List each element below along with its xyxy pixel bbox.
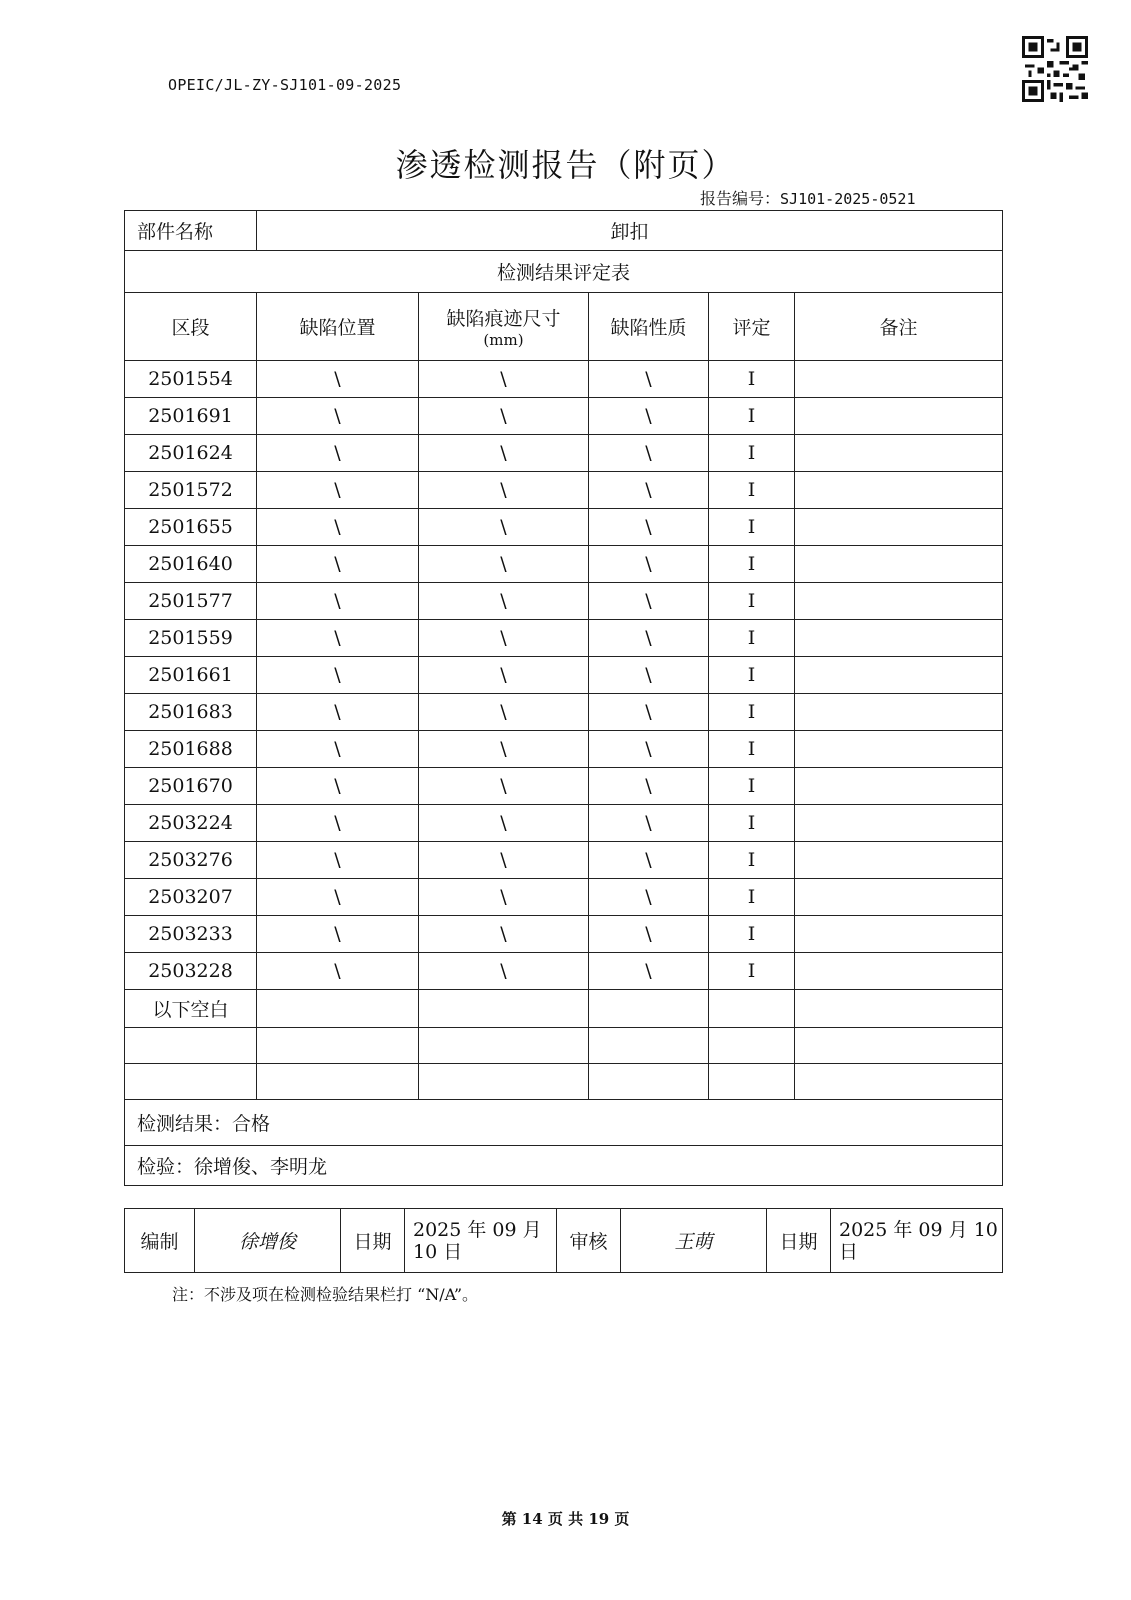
cell-rating: I: [709, 583, 795, 620]
cell-remark: [795, 435, 1003, 472]
cell-position: \: [257, 657, 419, 694]
cell-nature: \: [589, 398, 709, 435]
cell-position: \: [257, 620, 419, 657]
table-row: [125, 768, 1003, 805]
cell-segment: 2501661: [125, 657, 257, 694]
table-title-row: [125, 251, 1003, 293]
cell-rating: I: [709, 398, 795, 435]
table-row: [125, 361, 1003, 398]
cell-segment: 2501688: [125, 731, 257, 768]
table-row: [125, 879, 1003, 916]
cell-size: \: [419, 805, 589, 842]
cell-rating: I: [709, 546, 795, 583]
cell-size: \: [419, 916, 589, 953]
cell-size: \: [419, 768, 589, 805]
cell-rating: I: [709, 731, 795, 768]
cell-rating: I: [709, 916, 795, 953]
cell-remark: [795, 694, 1003, 731]
table-row: [125, 731, 1003, 768]
cell-segment: 2501572: [125, 472, 257, 509]
blank-row: [125, 990, 1003, 1028]
cell-nature: \: [589, 361, 709, 398]
table-row: [125, 805, 1003, 842]
cell-position: \: [257, 435, 419, 472]
cell-size: \: [419, 546, 589, 583]
table-row: [125, 398, 1003, 435]
cell-size: \: [419, 694, 589, 731]
cell-segment: 2501670: [125, 768, 257, 805]
cell-position: \: [257, 879, 419, 916]
date-value-prepared: 2025 年 09 月 10 日: [405, 1209, 557, 1273]
review-label: 审核: [557, 1209, 621, 1273]
cell-rating: I: [709, 509, 795, 546]
table-row: [125, 583, 1003, 620]
cell-size: \: [419, 879, 589, 916]
cell-nature: \: [589, 768, 709, 805]
cell-size: \: [419, 731, 589, 768]
footnote: 注：不涉及项在检测检验结果栏打 “N/A”。: [172, 1285, 479, 1304]
cell-size: \: [419, 398, 589, 435]
cell-position: \: [257, 398, 419, 435]
cell-nature: \: [589, 546, 709, 583]
cell-rating: I: [709, 768, 795, 805]
cell-nature: \: [589, 842, 709, 879]
cell-remark: [795, 953, 1003, 990]
table-row: [125, 657, 1003, 694]
cell-segment: 2503233: [125, 916, 257, 953]
table-row: [125, 916, 1003, 953]
cell-rating: I: [709, 953, 795, 990]
cell-nature: \: [589, 805, 709, 842]
cell-rating: I: [709, 435, 795, 472]
table-row: [125, 435, 1003, 472]
result-rows: [125, 361, 1003, 990]
col-remark: 备注: [795, 293, 1003, 361]
result-line-row: [125, 1100, 1003, 1146]
col-size: [419, 293, 589, 361]
cell-size: \: [419, 953, 589, 990]
table-row: [125, 472, 1003, 509]
cell-size: \: [419, 842, 589, 879]
cell-size: \: [419, 509, 589, 546]
cell-position: \: [257, 916, 419, 953]
cell-rating: I: [709, 805, 795, 842]
cell-nature: \: [589, 472, 709, 509]
prepared-signature: 徐增俊: [195, 1209, 341, 1273]
cell-nature: \: [589, 435, 709, 472]
cell-remark: [795, 731, 1003, 768]
cell-segment: 2503228: [125, 953, 257, 990]
cell-position: \: [257, 842, 419, 879]
report-number-label: 报告编号：: [700, 189, 781, 208]
cell-segment: 2501554: [125, 361, 257, 398]
cell-position: \: [257, 768, 419, 805]
qr-code-icon: [1022, 36, 1088, 102]
cell-nature: \: [589, 916, 709, 953]
cell-rating: I: [709, 879, 795, 916]
table-row: [125, 694, 1003, 731]
cell-position: \: [257, 694, 419, 731]
col-size-label: 缺陷痕迹尺寸: [446, 308, 561, 330]
cell-remark: [795, 657, 1003, 694]
cell-size: \: [419, 472, 589, 509]
cell-segment: 2503207: [125, 879, 257, 916]
review-signature: 王萌: [621, 1209, 767, 1273]
cell-nature: \: [589, 657, 709, 694]
col-position: 缺陷位置: [257, 293, 419, 361]
cell-rating: I: [709, 620, 795, 657]
cell-rating: I: [709, 842, 795, 879]
cell-position: \: [257, 731, 419, 768]
cell-position: \: [257, 509, 419, 546]
cell-rating: I: [709, 361, 795, 398]
page-number: 第 14 页 共 19 页: [501, 1510, 630, 1528]
cell-remark: [795, 620, 1003, 657]
date-label-prepared: 日期: [341, 1209, 405, 1273]
cell-remark: [795, 916, 1003, 953]
date-value-review: 2025 年 09 月 10 日: [831, 1209, 1003, 1273]
part-label: 部件名称: [125, 211, 257, 251]
cell-size: \: [419, 361, 589, 398]
cell-remark: [795, 805, 1003, 842]
blank-label: 以下空白: [125, 990, 257, 1028]
cell-segment: 2501655: [125, 509, 257, 546]
cell-remark: [795, 398, 1003, 435]
cell-remark: [795, 768, 1003, 805]
cell-segment: 2501559: [125, 620, 257, 657]
col-size-unit: (mm): [483, 331, 524, 349]
cell-nature: \: [589, 953, 709, 990]
cell-segment: 2503224: [125, 805, 257, 842]
cell-nature: \: [589, 583, 709, 620]
inspectors-line: 检验：徐增俊、李明龙: [125, 1146, 1003, 1186]
cell-remark: [795, 879, 1003, 916]
table-row: [125, 620, 1003, 657]
cell-segment: 2501624: [125, 435, 257, 472]
date-label-review: 日期: [767, 1209, 831, 1273]
result-line: 检测结果：合格: [125, 1100, 1003, 1146]
prepared-label: 编制: [125, 1209, 195, 1273]
cell-size: \: [419, 620, 589, 657]
report-number: [700, 186, 915, 209]
cell-remark: [795, 361, 1003, 398]
cell-rating: I: [709, 657, 795, 694]
table-row: [125, 546, 1003, 583]
cell-size: \: [419, 657, 589, 694]
cell-remark: [795, 509, 1003, 546]
cell-segment: 2501640: [125, 546, 257, 583]
header-row: [125, 293, 1003, 361]
cell-nature: \: [589, 731, 709, 768]
document-code: OPEIC/JL-ZY-SJ101-09-2025: [168, 76, 402, 94]
cell-position: \: [257, 583, 419, 620]
cell-remark: [795, 583, 1003, 620]
cell-nature: \: [589, 694, 709, 731]
col-segment: 区段: [125, 293, 257, 361]
page-title: 渗透检测报告（附页）: [395, 146, 736, 184]
cell-size: \: [419, 435, 589, 472]
cell-position: \: [257, 472, 419, 509]
col-rating: 评定: [709, 293, 795, 361]
cell-segment: 2501691: [125, 398, 257, 435]
cell-remark: [795, 546, 1003, 583]
cell-rating: I: [709, 472, 795, 509]
report-number-value: SJ101-2025-0521: [780, 190, 916, 208]
cell-position: \: [257, 953, 419, 990]
cell-remark: [795, 472, 1003, 509]
cell-rating: I: [709, 694, 795, 731]
table-title: 检测结果评定表: [125, 251, 1003, 293]
table-row: [125, 842, 1003, 879]
signature-table: [124, 1208, 1003, 1273]
empty-row: [125, 1028, 1003, 1064]
cell-segment: 2503276: [125, 842, 257, 879]
cell-nature: \: [589, 620, 709, 657]
inspection-table: [124, 210, 1003, 1186]
signature-row: [125, 1209, 1003, 1273]
empty-row: [125, 1064, 1003, 1100]
cell-remark: [795, 842, 1003, 879]
cell-position: \: [257, 361, 419, 398]
part-value: 卸扣: [257, 211, 1003, 251]
cell-segment: 2501577: [125, 583, 257, 620]
cell-position: \: [257, 546, 419, 583]
cell-position: \: [257, 805, 419, 842]
cell-segment: 2501683: [125, 694, 257, 731]
cell-nature: \: [589, 879, 709, 916]
table-row: [125, 509, 1003, 546]
table-row: [125, 953, 1003, 990]
inspectors-row: [125, 1146, 1003, 1186]
part-row: [125, 211, 1003, 251]
col-nature: 缺陷性质: [589, 293, 709, 361]
cell-nature: \: [589, 509, 709, 546]
cell-size: \: [419, 583, 589, 620]
